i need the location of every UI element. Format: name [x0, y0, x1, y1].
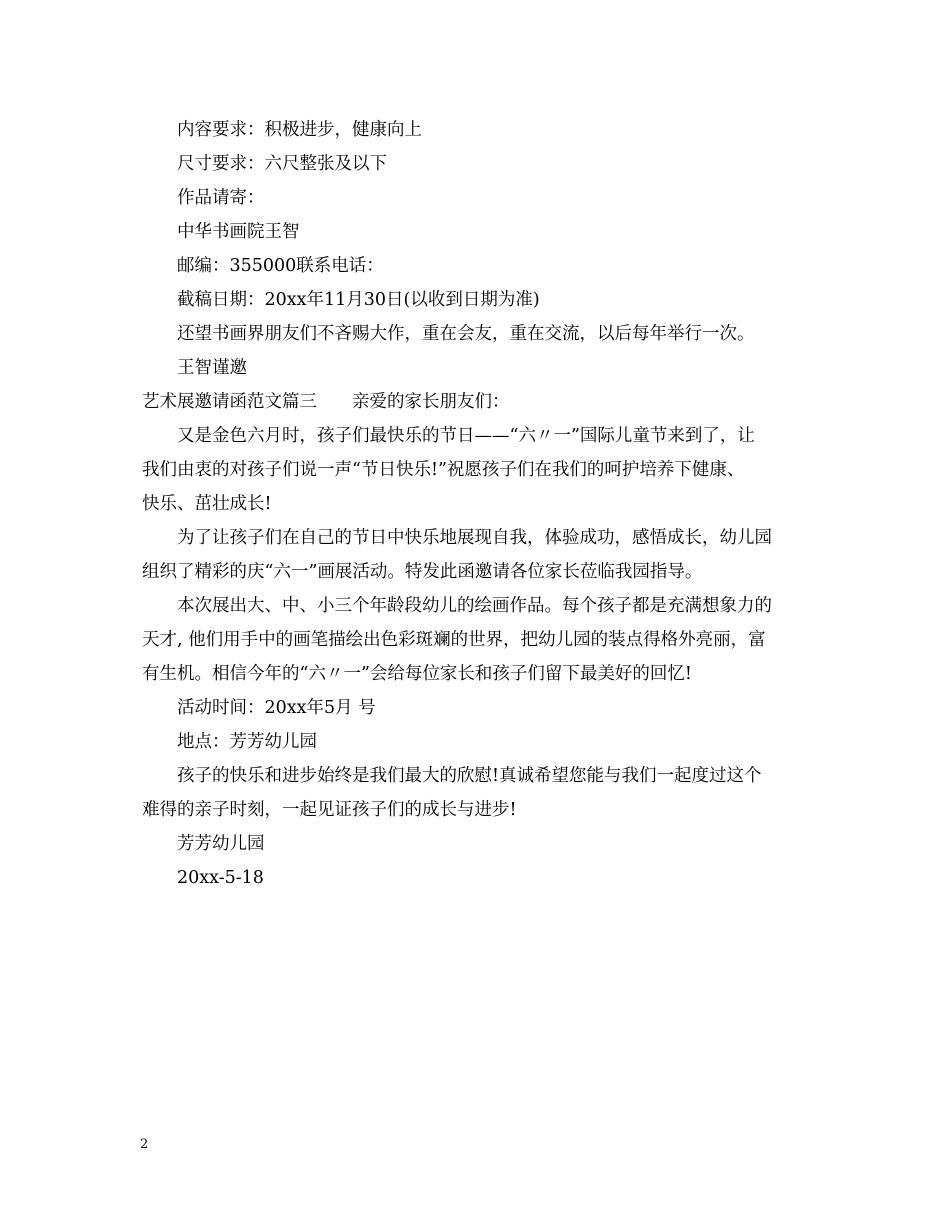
text-line-location: 地点：芳芳幼儿园	[177, 732, 317, 752]
text-line-postcode: 邮编：355000联系电话：	[177, 256, 384, 276]
paragraph-line: 为了让孩子们在自己的节日中快乐地展现自我，体验成功，感悟成长，幼儿园	[177, 528, 772, 548]
text-line-signature: 王智谨邀	[177, 358, 247, 378]
page-number: 2	[140, 1137, 149, 1152]
text-line-size-requirement: 尺寸要求：六尺整张及以下	[177, 154, 387, 174]
text-line-deadline: 截稿日期：20xx年11月30日(以收到日期为准)	[177, 290, 540, 310]
paragraph-line: 孩子的快乐和进步始终是我们最大的欣慰!真诚希望您能与我们一起度过这个	[177, 766, 762, 786]
paragraph-line: 快乐、茁壮成长!	[142, 494, 272, 514]
text-line-recipient: 中华书画院王智	[177, 222, 300, 242]
text-line-date: 20xx-5-18	[177, 868, 264, 888]
paragraph-line: 本次展出大、中、小三个年龄段幼儿的绘画作品。每个孩子都是充满想象力的	[177, 596, 772, 616]
text-line-sender: 芳芳幼儿园	[177, 834, 265, 854]
paragraph-line: 天才, 他们用手中的画笔描绘出色彩斑斓的世界，把幼儿园的装点得格外亮丽，富	[142, 630, 766, 650]
section-heading: 艺术展邀请函范文篇三 亲爱的家长朋友们：	[142, 392, 510, 412]
paragraph-line: 有生机。相信今年的“六〃一”会给每位家长和孩子们留下最美好的回忆!	[142, 664, 692, 684]
text-line-closing-request: 还望书画界朋友们不吝赐大作，重在会友，重在交流，以后每年举行一次。	[177, 324, 755, 344]
text-line-event-time: 活动时间：20xx年5月 号	[177, 698, 376, 718]
paragraph-line: 我们由衷的对孩子们说一声“节日快乐!”祝愿孩子们在我们的呵护培养下健康、	[142, 460, 745, 480]
paragraph-line: 又是金色六月时，孩子们最快乐的节日——“六〃一”国际儿童节来到了，让	[177, 426, 755, 446]
text-line-content-requirement: 内容要求：积极进步，健康向上	[177, 120, 422, 140]
paragraph-line: 组织了精彩的庆“六一”画展活动。特发此函邀请各位家长莅临我园指导。	[142, 562, 703, 582]
text-line-mail-to: 作品请寄：	[177, 188, 265, 208]
paragraph-line: 难得的亲子时刻，一起见证孩子们的成长与进步!	[142, 800, 517, 820]
